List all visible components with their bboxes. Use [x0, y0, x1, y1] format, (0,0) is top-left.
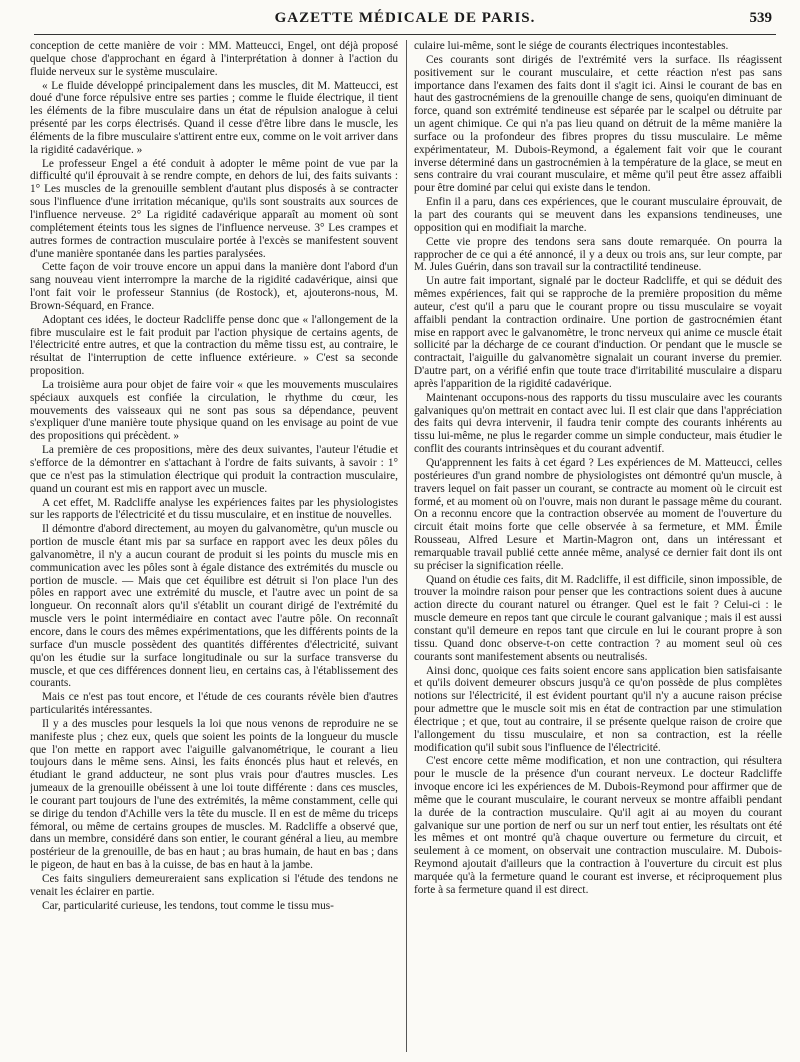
paragraph: Quand on étudie ces faits, dit M. Radcliffe, il est difficile, sinon impossible, de trouver la moindre raison pour penser que les contractions soient dues à aucune action directe du courant naturel ou étranger. Quel est le fait ? Celui-ci : le muscle demeure en repos tant que circule le courant galvanique ; mais il est aussi constant qu'il demeure en repos tant que circule en lui le courant propre à son tissu. Quand donc observe-t-on cette contraction ? au moment seul où ces courants sont manifestement absents ou neutralisés.: [414, 573, 782, 663]
paragraph: Enfin il a paru, dans ces expériences, que le courant musculaire éprouvait, de la part des courants qui se meuvent dans les expansions tendineuses, une opposition qui en modifiait la marche.: [414, 196, 782, 234]
paragraph: Qu'apprennent les faits à cet égard ? Les expériences de M. Matteucci, celles postérieures d'un grand nombre de physiologistes ont démontré qu'un muscle, à travers lequel on fait passer un courant, se contracte au moment où le circuit est formé, et au moment où on l'ouvre, mais non durant le passage même du courant. On a reconnu encore que la contraction observée au moment de l'ouverture du circuit était moins forte que celle observée à sa fermeture, et MM. Émile Rousseau, Alfred Lesure et Martin-Magron ont, dans un intéressant et remarquable travail publié cette année même, analysé ce dernier fait dont ils ont su préciser la signification réelle.: [414, 457, 782, 572]
paragraph: Ces faits singuliers demeureraient sans explication si l'étude des tendons ne venait les éclairer en partie.: [30, 873, 398, 898]
paragraph: Adoptant ces idées, le docteur Radcliffe pense donc que « l'allongement de la fibre musculaire est le fait produit par l'action physique de certains agents, de l'électricité entre autres, et que la contraction du même tissu est, au contraire, le résultat de l'interruption de cette influence extérieure. » C'est sa seconde proposition.: [30, 313, 398, 378]
paragraph: Car, particularité curieuse, les tendons, tout comme le tissu mus-: [42, 899, 334, 912]
paragraph: La troisième aura pour objet de faire voir « que les mouvements musculaires spéciaux auxquels est confiée la circulation, le rhythme du cœur, les mouvements des vaisseaux qui ne sont pas sous sa dépendance, peuvent s'expliquer d'une manière toute physique quand on les envisage au point de vue des propositions qui précèdent. »: [30, 378, 398, 443]
paragraph: Maintenant occupons-nous des rapports du tissu musculaire avec les courants galvaniques qu'on mettrait en contact avec lui. Il est clair que dans l'appréciation des faits qui devra intervenir, il faudra tenir compte des courants inhérents au tissu lui-même, ne plus le regarder comme un simple conducteur, mais étudier le conflit des courants intrinsèques et du courant adventif.: [414, 391, 782, 456]
paragraph: Cette vie propre des tendons sera sans doute remarquée. On pourra la rapprocher de ce qui a été annoncé, il y a deux ou trois ans, sur leur compte, par M. Jules Guérin, dans son travail sur la contractilité tendineuse.: [414, 235, 782, 274]
column-divider: [406, 40, 407, 1052]
paragraph: Cette façon de voir trouve encore un appui dans la manière dont l'abord d'un sang nouveau vient interrompre la marche de la rigidité cadavérique, ainsi que l'ont fait voir le professeur Stannius (de Rostock), et, ajouterons-nous, M. Brown-Séquard, en France.: [30, 261, 398, 312]
paragraph: « Le fluide développé principalement dans les muscles, dit M. Matteucci, est doué d'une force répulsive entre ses parties ; comme le fluide électrique, il tient les éléments de la fibre musculaire dans un état de répulsion analogue à celui présenté par les corps électrisés. Quand il cesse d'être libre dans le muscle, les éléments de la fibre musculaire s'attirent entre eux, comme on le voit arriver dans la rigidité cadavérique. »: [30, 79, 398, 156]
paragraph: Un autre fait important, signalé par le docteur Radcliffe, et qui se déduit des mêmes expériences, fait qui se rapproche de la première proposition du même auteur, c'est qu'il a paru que le courant propre ou tissu musculaire se voyait affaibli pendant la contraction ordinaire. Une portion de gastrocnémien étant mise en rapport avec le galvanomètre, le tronc nerveux qui anime ce muscle était sollicité par la décharge de ce courant d'induction. Or pendant que le muscle se contractait, l'aiguille du galvanomètre signalait un courant inverse du premier. D'autre part, on a vérifié enfin que toute trace d'irritabilité musculaire a disparu après l'apparition de la rigidité cadavérique.: [414, 275, 782, 390]
paragraph: Il démontre d'abord directement, au moyen du galvanomètre, qu'un muscle ou portion de muscle étant mis par sa surface en rapport avec les deux pôles du galvanomètre, il n'y a aucun courant de produit si les points du muscle mis en communication avec les pôles sont à égale distance des extrémités du muscle ou portion de muscle. — Mais que cet équilibre est détruit si l'on place l'un des pôles en rapport avec une extrémité du muscle, et l'autre avec un point de sa longueur. On reconnaît alors qu'il s'établit un courant dirigé de l'extrémité du muscle vers le point intermédiaire en contact avec l'autre pôle. On reconnaît encore, dans le cours des mêmes expérimentations, que les différents points de la surface d'un muscle possèdent des quantités différentes d'électricité, suivant qu'on les étudie sur la surface longitudinale ou sur la surface transverse du muscle, et que ces différences donnent lieu, en certains cas, à l'établissement des courants.: [30, 523, 398, 690]
page-header: [34, 8, 776, 35]
left-column: [30, 40, 398, 1056]
paragraph: Il y a des muscles pour lesquels la loi que nous venons de reproduire ne se manifeste plus ; chez eux, quels que soient les points de la longueur du muscle que l'on mette en rapport avec l'aiguille galvanométrique, le courant a lieu toujours dans le même sens. Ainsi, les faits énoncés plus haut et relevés, en étudiant le grand adducteur, ne sont plus vrais pour d'autres muscles. Les jumeaux de la grenouille obéissent à une loi toute différente : dans ces muscles, le courant part toujours de l'une des extrémités, la même constamment, celle qui se dirige du tendon d'Achille vers la tête du muscle. Il en est de même du triceps fémoral, ou même de certains groupes de muscles. M. Radcliffe a observé que, dans un membre, considéré dans son entier, le courant général a lieu, au membre postérieur de la grenouille, de bas en haut ; au bras humain, de haut en bas ; dans le pigeon, de haut en bas à la cuisse, de bas en haut à la jambe.: [30, 717, 398, 872]
journal-title: GAZETTE MÉDICALE DE PARIS.: [274, 10, 536, 26]
paragraph: La première de ces propositions, mère des deux suivantes, l'auteur l'étudie et s'efforce de la démontrer en s'attachant à l'ordre de faits suivants, à savoir : 1° que ce n'est pas la stimulation électrique qui produit la contraction musculaire, quand un courant est mis en rapport avec un muscle.: [30, 444, 398, 495]
paragraph: Ainsi donc, quoique ces faits soient encore sans application bien satisfaisante et qu'ils doivent demeurer obscurs jusqu'à ce qu'on possède de plus complètes notions sur l'électricité, il est évident pourtant qu'il n'y a aucune raison précise pour admettre que le muscle soit mis en état de contraction par une stimulation électrique ; et que, tout au contraire, il se présente quelque raison de croire que l'allongement du tissu musculaire, et non sa contraction, est la réelle modification qu'il subit sous l'influence de l'électricité.: [414, 664, 782, 754]
paragraph: conception de cette manière de voir : MM. Matteucci, Engel, ont déjà proposé quelque chose d'approchant en égard à l'interprétation à donner à l'action du fluide nerveux sur le système musculaire.: [30, 40, 398, 78]
page-number: 539: [749, 10, 772, 26]
paragraph: Le professeur Engel a été conduit à adopter le même point de vue par la difficulté qu'il éprouvait à se rendre compte, en dehors de lui, des faits suivants : 1° Les muscles de la grenouille semblent d'autant plus disposés à se contracter sous l'influence d'une irritation mécanique, qu'ils sont soustraits aux sources de l'influence nerveuse. 2° La rigidité cadavérique apparaît au moment où sont complétement éteints tous les signes de l'influence nerveuse. 3° Les crampes et autres formes de contraction musculaire portée à l'excès se manifestent souvent d'une manière spontanée dans les parties paralysées.: [30, 157, 398, 260]
right-column: [414, 40, 782, 1056]
paragraph: Mais ce n'est pas tout encore, et l'étude de ces courants révèle bien d'autres particularités intéressantes.: [30, 691, 398, 717]
paragraph: C'est encore cette même modification, et non une contraction, qui résultera pour le muscle de la présence d'un courant nerveux. Le docteur Radcliffe invoque encore ici les expériences de M. Dubois-Reymond pour affirmer que de même que le courant musculaire, le courant nerveux se montre affaibli pendant la durée de la contraction musculaire. Qu'il agit ai au moyen du courant galvanique sur une portion de nerf ou sur un nerf tout entier, les résultats ont été les mêmes et ont montré qu'à chaque ouverture ou fermeture du circuit, et seulement à ce moment, on observait une contraction musculaire. M. Dubois-Reymond ajoutait d'ailleurs que la contraction à l'ouverture du circuit est plus marquée qu'à la fermeture quand le courant est inverse, et réciproquement plus forte à sa fermeture quand il est direct.: [414, 755, 782, 896]
paragraph: culaire lui-même, sont le siége de courants électriques incontestables.: [414, 40, 729, 52]
paragraph: Ces courants sont dirigés de l'extrémité vers la surface. Ils réagissent positivement sur le courant musculaire, et cette réaction n'est pas sans importance dans l'examen des faits dont il s'agit ici. Ainsi le courant de bas en haut des gastrocnémiens de la grenouille change de sens, quoiqu'en diminuant de force, quand son extrémité tendineuse est séparée par le scalpel ou détruite par un agent chimique. Ce qui n'a pas lieu quand on détruit de la même manière la surface ou la profondeur des fibres propres du tissu musculaire. Le même expérimentateur, M. Dubois-Reymond, a également fait voir que le courant inverse déterminé dans un gastrocnémien à la température de la glace, se meut en sens contraire du vrai courant musculaire, et même qu'il peut être assez affaibli pour être dominé par celui qui existe dans le tendon.: [414, 53, 782, 195]
paragraph: A cet effet, M. Radcliffe analyse les expériences faites par les physiologistes sur les rapports de l'électricité et du tissu musculaire, et en institue de nouvelles.: [30, 496, 398, 522]
